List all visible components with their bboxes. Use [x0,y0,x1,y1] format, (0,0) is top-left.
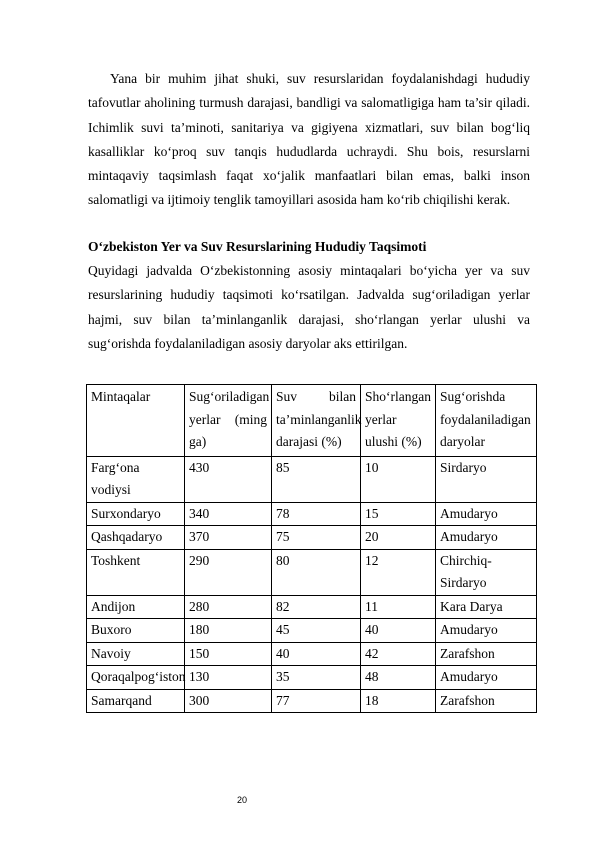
table-cell: Zarafshon [436,689,537,713]
table-row [87,619,537,643]
table-cell: 150 [185,642,272,666]
table-cell: 45 [272,619,361,643]
table-cell: 18 [361,689,436,713]
header-cell: Suv bilan ta’minlanganlik darajasi (%) [272,385,361,457]
table-cell: 42 [361,642,436,666]
table-cell: 48 [361,666,436,690]
table-cell: 78 [272,502,361,526]
table-cell: Sirdaryo [436,456,537,502]
table-cell: 12 [361,549,436,595]
table-cell: 430 [185,456,272,502]
table-cell: 40 [361,619,436,643]
table-cell: Chirchiq-Sirdaryo [436,549,537,595]
table-row [87,502,537,526]
table-cell: Qashqadaryo [87,526,185,550]
table-row [87,642,537,666]
table-cell: 40 [272,642,361,666]
table-cell: Amudaryo [436,502,537,526]
header-cell: Mintaqalar [87,385,185,457]
table-cell: Surxondaryo [87,502,185,526]
intro-paragraph: Yana bir muhim jihat shuki, suv resurslaridan foydalanishdagi hududiy tafovutlar aholining turmush darajasi, bandligi va salomatligiga ham ta’sir qiladi. Ichimlik suvi ta’minoti, sanitariya va gigiyena xizmatlari, suv bilan bog‘liq kasalliklar ko‘proq suv tanqis hududlarda uchraydi. Shu bois, resurslarni mintaqaviy taqsimlash faqat xo‘jalik manfaatlari bilan emas, balki inson salomatligi va ijtimoiy tenglik tamoyillari asosida ham ko‘rib chiqilishi kerak. [88,71,530,208]
table-row [87,549,537,595]
table-row [87,526,537,550]
table-cell: 300 [185,689,272,713]
table-cell: 290 [185,549,272,595]
table-cell: Andijon [87,595,185,619]
table-cell: 10 [361,456,436,502]
table-cell: Samarqand [87,689,185,713]
table-cell: Amudaryo [436,619,537,643]
table-row [87,456,537,502]
table-cell: 77 [272,689,361,713]
table-cell: 82 [272,595,361,619]
table-cell: 280 [185,595,272,619]
table-cell: Navoiy [87,642,185,666]
table-cell: 35 [272,666,361,690]
table-cell: Toshkent [87,549,185,595]
table-cell: Qoraqalpog‘iston [87,666,185,690]
table-row [87,666,537,690]
table-cell: 20 [361,526,436,550]
table-cell: Amudaryo [436,526,537,550]
table-cell: Kara Darya [436,595,537,619]
table-cell: Zarafshon [436,642,537,666]
table-cell: 85 [272,456,361,502]
table-cell: 15 [361,502,436,526]
table-header-row [87,385,537,457]
regions-table [86,384,537,713]
table-cell: 370 [185,526,272,550]
table-intro-paragraph: Quyidagi jadvalda O‘zbekistonning asosiy mintaqalari bo‘yicha yer va suv resurslarining hududiy taqsimoti ko‘rsatilgan. Jadvalda sug‘oriladigan yerlar hajmi, suv bilan ta’minlanganlik darajasi, sho‘rlangan yerlar ulushi va sug‘orishda foydalaniladigan asosiy daryolar aks ettirilgan. [88,263,530,351]
header-cell: Sho‘rlangan yerlar ulushi (%) [361,385,436,457]
table-cell: 340 [185,502,272,526]
table-row [87,689,537,713]
page-number: 20 [237,795,248,805]
table-cell: 80 [272,549,361,595]
table-cell: Buxoro [87,619,185,643]
body-text [88,67,530,356]
table-cell: 75 [272,526,361,550]
header-cell: Sug‘oriladigan yerlar (ming ga) [185,385,272,457]
table-cell: 130 [185,666,272,690]
table-row [87,595,537,619]
table-cell: Amudaryo [436,666,537,690]
section-heading: O‘zbekiston Yer va Suv Resurslarining Hududiy Taqsimoti [88,238,427,254]
table-cell: 180 [185,619,272,643]
table-cell: Farg‘ona vodiysi [87,456,185,502]
header-cell: Sug‘orishda foydalaniladigan daryolar [436,385,537,457]
table-cell: 11 [361,595,436,619]
